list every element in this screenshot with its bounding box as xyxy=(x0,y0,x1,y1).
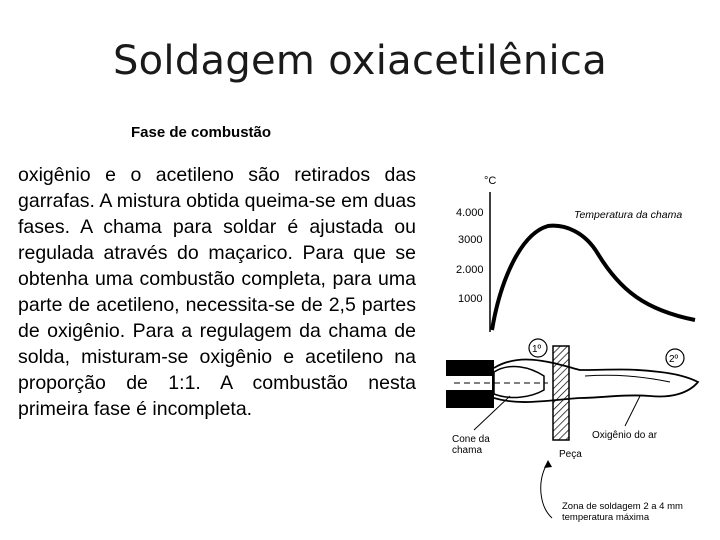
cone-label: chama xyxy=(452,445,483,456)
y-tick-label: 4.000 xyxy=(456,207,484,219)
slide-title: Soldagem oxiacetilênica xyxy=(112,38,608,84)
cone-label: Cone da xyxy=(452,434,490,445)
zone-1-label: 1º xyxy=(532,344,542,355)
zone-2-label: 2º xyxy=(669,354,679,365)
flame-inner-line xyxy=(585,375,670,382)
y-tick-label: 3000 xyxy=(458,234,483,246)
oxygen-pointer xyxy=(625,396,640,426)
weld-zone-pointer xyxy=(541,462,552,518)
piece-label: Peça xyxy=(559,449,582,460)
arrow-head-icon xyxy=(544,460,552,468)
unit-label: °C xyxy=(484,175,497,187)
y-tick-label: 2.000 xyxy=(456,264,484,276)
temperature-curve xyxy=(492,226,695,330)
flame-envelope xyxy=(494,359,698,402)
workpiece xyxy=(553,346,569,440)
curve-label: Temperatura da chama xyxy=(574,209,683,221)
inner-cone xyxy=(494,366,544,397)
weld-zone-label: Zona de soldagem 2 a 4 mm xyxy=(562,501,683,512)
weld-zone-label: temperatura máxima xyxy=(562,512,650,523)
slide-subtitle: Fase de combustão xyxy=(131,124,272,141)
oxygen-label: Oxigênio do ar xyxy=(592,430,658,441)
flame-temperature-diagram xyxy=(440,162,710,532)
body-paragraph: oxigênio e o acetileno são retirados das garrafas. A mistura obtida queima-se em duas fases. A chama para soldar é ajustada ou regulada através do maçarico. Para que se obtenha uma combustão completa, para uma parte de acetileno, necessita-se de 2,5 partes de oxigênio. Para a regulagem da chama de solda, misturam-se oxigênio e acetileno na proporção de 1:1. A combustão nesta primeira fase é incompleta. xyxy=(18,164,416,420)
y-tick-label: 1000 xyxy=(458,293,483,305)
